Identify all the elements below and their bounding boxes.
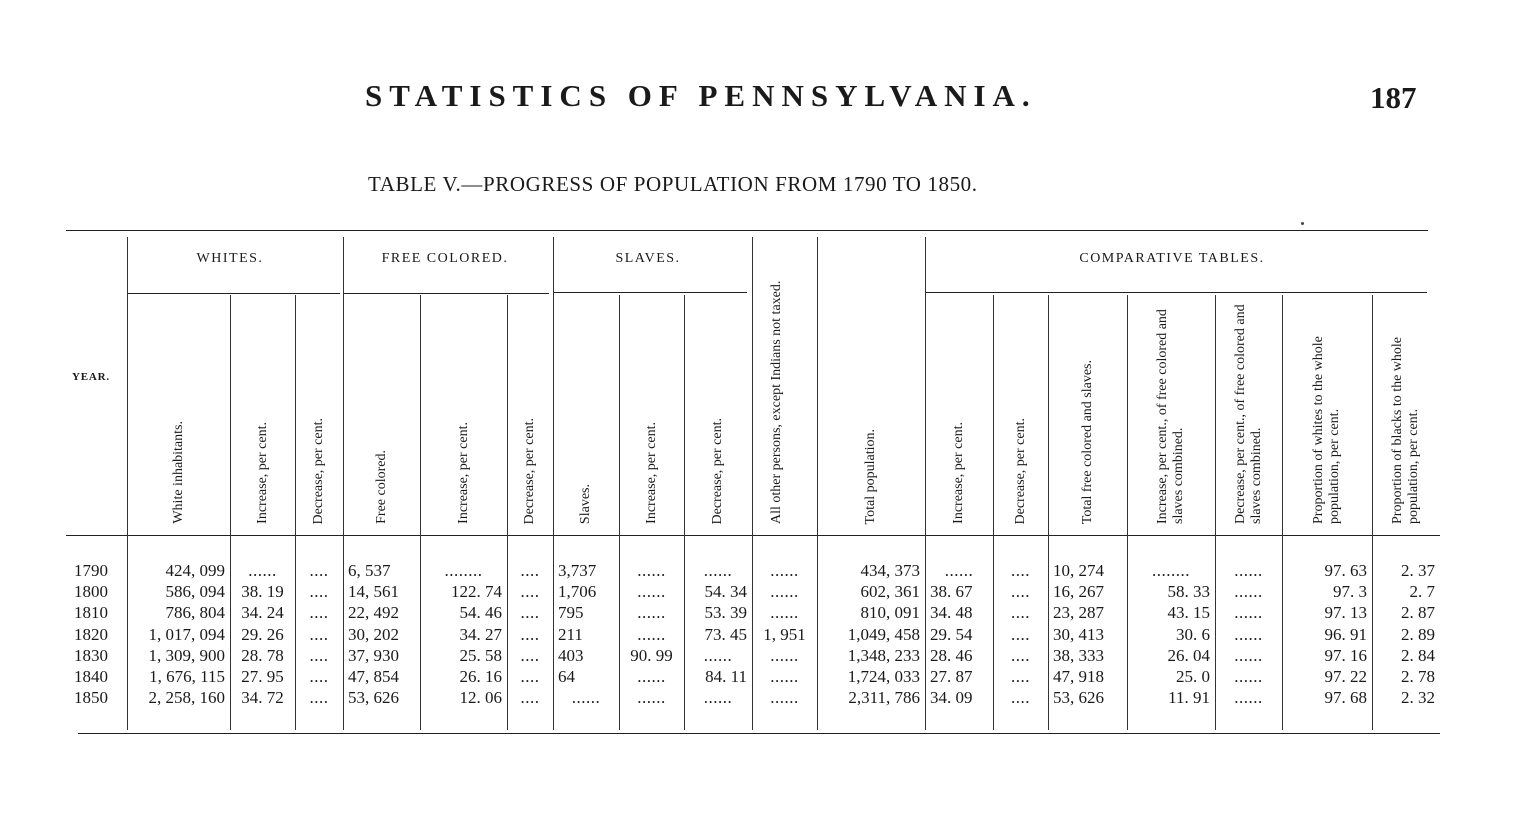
table-caption: TABLE V.—PROGRESS OF POPULATION FROM 1790 TO 1850. xyxy=(368,172,978,196)
table-cell: ...... xyxy=(770,582,799,602)
table-cell: 38, 333 xyxy=(1053,645,1104,665)
print-speck xyxy=(1301,222,1304,225)
table-cell: 211 xyxy=(558,624,583,644)
table-cell: 1,724, 033 xyxy=(847,667,920,686)
table-cell: 1,706 xyxy=(558,582,597,602)
table-row-year: 1830 xyxy=(74,645,108,665)
table-cell: 53. 39 xyxy=(704,603,747,623)
table-cell: .... xyxy=(520,667,540,686)
table-cell: 34. 72 xyxy=(241,688,284,708)
table-cell: ...... xyxy=(637,582,666,602)
table-cell: ...... xyxy=(571,688,601,708)
table-cell: 1, 676, 115 xyxy=(149,667,225,686)
table-cell: 34. 48 xyxy=(930,603,973,623)
table-cell: .... xyxy=(309,582,329,602)
column-header: Increase, per cent., of free colored and slaves combined. xyxy=(1155,309,1186,524)
table-row-year: 1790 xyxy=(74,561,108,580)
table-cell: 810, 091 xyxy=(860,603,920,623)
table-cell: .... xyxy=(309,624,329,644)
column-rule xyxy=(752,237,753,730)
column-header: All other persons, except Indians not taxed. xyxy=(768,280,784,524)
table-cell: .... xyxy=(1011,561,1030,580)
table-cell: 122. 74 xyxy=(451,582,502,602)
column-rule xyxy=(343,237,344,730)
table-cell: 97. 63 xyxy=(1324,561,1367,580)
table-cell: 12. 06 xyxy=(459,688,502,708)
table-cell: 16, 267 xyxy=(1053,582,1104,602)
table-cell: ...... xyxy=(703,645,733,665)
table-cell: 34. 24 xyxy=(241,603,284,623)
table-cell: .... xyxy=(1011,582,1030,602)
column-header: Decrease, per cent., of free colored and slaves combined. xyxy=(1232,304,1264,524)
table-cell: 14, 561 xyxy=(348,582,399,602)
slaves-group-rule xyxy=(553,292,747,293)
table-cell: 29. 26 xyxy=(241,624,284,644)
column-header: Decrease, per cent. xyxy=(1012,417,1028,524)
table-cell: ...... xyxy=(637,624,666,644)
table-cell: 10, 274 xyxy=(1053,561,1104,580)
table-cell: 43. 15 xyxy=(1167,603,1210,623)
table-cell: 96. 91 xyxy=(1324,624,1367,644)
table-cell: 1,049, 458 xyxy=(847,624,920,644)
column-rule xyxy=(1282,295,1283,730)
table-cell: 27. 95 xyxy=(241,667,284,686)
table-bottom-rule xyxy=(78,733,1440,734)
column-header: Proportion of blacks to the whole population, per cent. xyxy=(1390,336,1421,524)
column-header: Total free colored and slaves. xyxy=(1079,359,1095,524)
table-cell: .... xyxy=(520,645,540,665)
table-row-year: 1800 xyxy=(74,582,108,602)
table-cell: ...... xyxy=(637,561,666,580)
table-cell: ...... xyxy=(703,561,733,580)
table-cell: 30. 6 xyxy=(1176,624,1210,644)
column-rule xyxy=(127,237,128,730)
table-cell: .... xyxy=(1011,688,1030,708)
table-cell: 84. 11 xyxy=(705,667,747,686)
table-cell: ...... xyxy=(248,561,277,580)
table-cell: .... xyxy=(1011,645,1030,665)
table-cell: ...... xyxy=(770,667,799,686)
table-cell: 586, 094 xyxy=(165,582,225,602)
column-rule xyxy=(295,295,296,730)
table-cell: 403 xyxy=(558,645,584,665)
page-number: 187 xyxy=(1370,80,1417,115)
column-rule xyxy=(230,295,231,730)
table-cell: ...... xyxy=(637,667,666,686)
table-cell: 25. 58 xyxy=(459,645,502,665)
table-cell: 424, 099 xyxy=(165,561,225,580)
column-rule xyxy=(1127,295,1128,730)
header-bottom-rule xyxy=(66,535,1440,536)
column-rule xyxy=(925,237,926,730)
column-rule xyxy=(553,237,554,730)
table-cell: 2,311, 786 xyxy=(848,688,920,708)
group-header-free-colored: FREE COLORED. xyxy=(381,251,509,266)
table-cell: 1, 951 xyxy=(763,624,806,644)
table-cell: .... xyxy=(309,667,329,686)
group-header-comparative-tables: COMPARATIVE TABLES. xyxy=(1079,251,1265,266)
table-top-rule xyxy=(66,230,1428,231)
table-cell: 6, 537 xyxy=(348,561,391,580)
table-cell: ...... xyxy=(770,561,799,580)
table-cell: 3,737 xyxy=(558,561,597,580)
table-cell: 97. 68 xyxy=(1324,688,1367,708)
column-rule xyxy=(1048,295,1049,730)
table-cell: .... xyxy=(520,603,540,623)
table-cell: ...... xyxy=(1234,603,1263,623)
table-cell: 786, 804 xyxy=(165,603,225,623)
table-cell: ...... xyxy=(637,603,666,623)
table-cell: 58. 33 xyxy=(1167,582,1210,602)
table-cell: 38. 67 xyxy=(930,582,973,602)
year-column-header: YEAR. xyxy=(72,371,110,383)
table-cell: 26. 16 xyxy=(459,667,502,686)
table-cell: 47, 854 xyxy=(348,667,399,686)
table-cell: 2, 258, 160 xyxy=(148,688,225,708)
table-cell: 434, 373 xyxy=(860,561,920,580)
table-cell: 90. 99 xyxy=(630,645,673,665)
table-cell: 34. 09 xyxy=(930,688,973,708)
table-cell: .... xyxy=(1011,624,1030,644)
table-cell: 47, 918 xyxy=(1053,667,1104,686)
table-cell: 2. 37 xyxy=(1401,561,1435,580)
table-cell: 28. 78 xyxy=(241,645,284,665)
table-cell: ...... xyxy=(1234,582,1263,602)
table-cell: 2. 89 xyxy=(1401,624,1435,644)
table-cell: 97. 16 xyxy=(1324,645,1367,665)
table-cell: 29. 54 xyxy=(930,624,973,644)
table-cell: 38. 19 xyxy=(241,582,284,602)
group-header-slaves: SLAVES. xyxy=(615,251,681,266)
table-cell: 64 xyxy=(558,667,575,686)
free-colored-group-rule xyxy=(343,293,549,294)
table-cell: 37, 930 xyxy=(348,645,399,665)
table-cell: 53, 626 xyxy=(1053,688,1104,708)
table-cell: 34. 27 xyxy=(459,624,502,644)
column-header: White inhabitants. xyxy=(170,421,186,524)
column-rule xyxy=(993,295,994,730)
table-cell: ...... xyxy=(770,688,799,708)
table-cell: 602, 361 xyxy=(860,582,920,602)
column-rule xyxy=(420,295,421,730)
table-cell: 97. 22 xyxy=(1324,667,1367,686)
column-header: Increase, per cent. xyxy=(254,422,270,524)
table-cell: 54. 34 xyxy=(704,582,747,602)
column-header: Decrease, per cent. xyxy=(710,417,725,524)
whites-group-rule xyxy=(127,293,340,294)
table-cell: .... xyxy=(1011,603,1030,623)
table-cell: 1,348, 233 xyxy=(847,645,920,665)
column-rule xyxy=(1215,295,1216,730)
table-cell: ...... xyxy=(637,688,666,708)
column-header: Total population. xyxy=(863,428,878,524)
table-cell: .... xyxy=(520,688,540,708)
table-cell: 1, 309, 900 xyxy=(148,645,225,665)
table-cell: .... xyxy=(520,561,540,580)
table-cell: ...... xyxy=(1234,667,1263,686)
table-cell: .... xyxy=(1011,667,1030,686)
column-rule xyxy=(684,295,685,730)
table-cell: .... xyxy=(309,561,329,580)
table-cell: 25. 0 xyxy=(1176,667,1210,686)
table-cell: 26. 04 xyxy=(1167,645,1210,665)
table-cell: .... xyxy=(520,582,540,602)
table-row-year: 1810 xyxy=(74,603,108,623)
table-cell: ........ xyxy=(1152,561,1190,580)
table-cell: ...... xyxy=(1234,645,1263,665)
table-cell: 28. 46 xyxy=(930,645,973,665)
table-cell: 2. 78 xyxy=(1401,667,1435,686)
table-cell: 795 xyxy=(558,603,584,623)
table-cell: 2. 84 xyxy=(1401,645,1435,665)
table-row-year: 1850 xyxy=(74,688,108,708)
table-cell: .... xyxy=(520,624,540,644)
table-cell: ...... xyxy=(1234,561,1263,580)
column-rule xyxy=(817,237,818,730)
column-rule xyxy=(507,295,508,730)
table-cell: 53, 626 xyxy=(348,688,399,708)
column-rule xyxy=(1372,295,1373,730)
column-rule xyxy=(619,295,620,730)
table-cell: 97. 13 xyxy=(1324,603,1367,623)
table-row-year: 1820 xyxy=(74,624,108,644)
table-cell: 11. 91 xyxy=(1168,688,1210,708)
table-cell: .... xyxy=(309,603,329,623)
table-cell: ...... xyxy=(1234,624,1263,644)
table-row-year: 1840 xyxy=(74,667,108,686)
table-cell: 30, 202 xyxy=(348,624,399,644)
table-cell: ...... xyxy=(770,603,799,623)
column-header: Decrease, per cent. xyxy=(311,417,326,524)
column-header: Increase, per cent. xyxy=(455,422,471,524)
table-cell: 23, 287 xyxy=(1053,603,1104,623)
table-cell: 73. 45 xyxy=(704,624,747,644)
table-cell: .... xyxy=(309,645,329,665)
column-header: Free colored. xyxy=(373,450,389,524)
column-header: Increase, per cent. xyxy=(951,422,966,524)
column-header: Increase, per cent. xyxy=(643,422,659,524)
table-cell: 97. 3 xyxy=(1333,582,1367,602)
table-cell: .... xyxy=(309,688,329,708)
table-cell: 22, 492 xyxy=(348,603,399,623)
comparative-group-rule xyxy=(925,292,1427,293)
column-header: Slaves. xyxy=(578,483,593,524)
group-header-whites: WHITES. xyxy=(196,251,264,266)
column-header: Decrease, per cent. xyxy=(522,417,537,524)
page-title: STATISTICS OF PENNSYLVANIA. xyxy=(365,78,1037,113)
table-cell: 30, 413 xyxy=(1053,624,1104,644)
table-cell: ...... xyxy=(1234,688,1263,708)
table-cell: ........ xyxy=(444,561,483,580)
table-cell: 54. 46 xyxy=(459,603,502,623)
table-cell: ...... xyxy=(944,561,974,580)
table-cell: 27. 87 xyxy=(930,667,973,686)
table-cell: 2. 7 xyxy=(1409,582,1435,602)
table-cell: 1, 017, 094 xyxy=(148,624,225,644)
table-cell: ...... xyxy=(703,688,733,708)
table-cell: ...... xyxy=(770,645,799,665)
column-header: Proportion of whites to the whole population, per cent. xyxy=(1311,336,1342,524)
table-cell: 2. 87 xyxy=(1401,603,1435,623)
table-cell: 2. 32 xyxy=(1401,688,1435,708)
